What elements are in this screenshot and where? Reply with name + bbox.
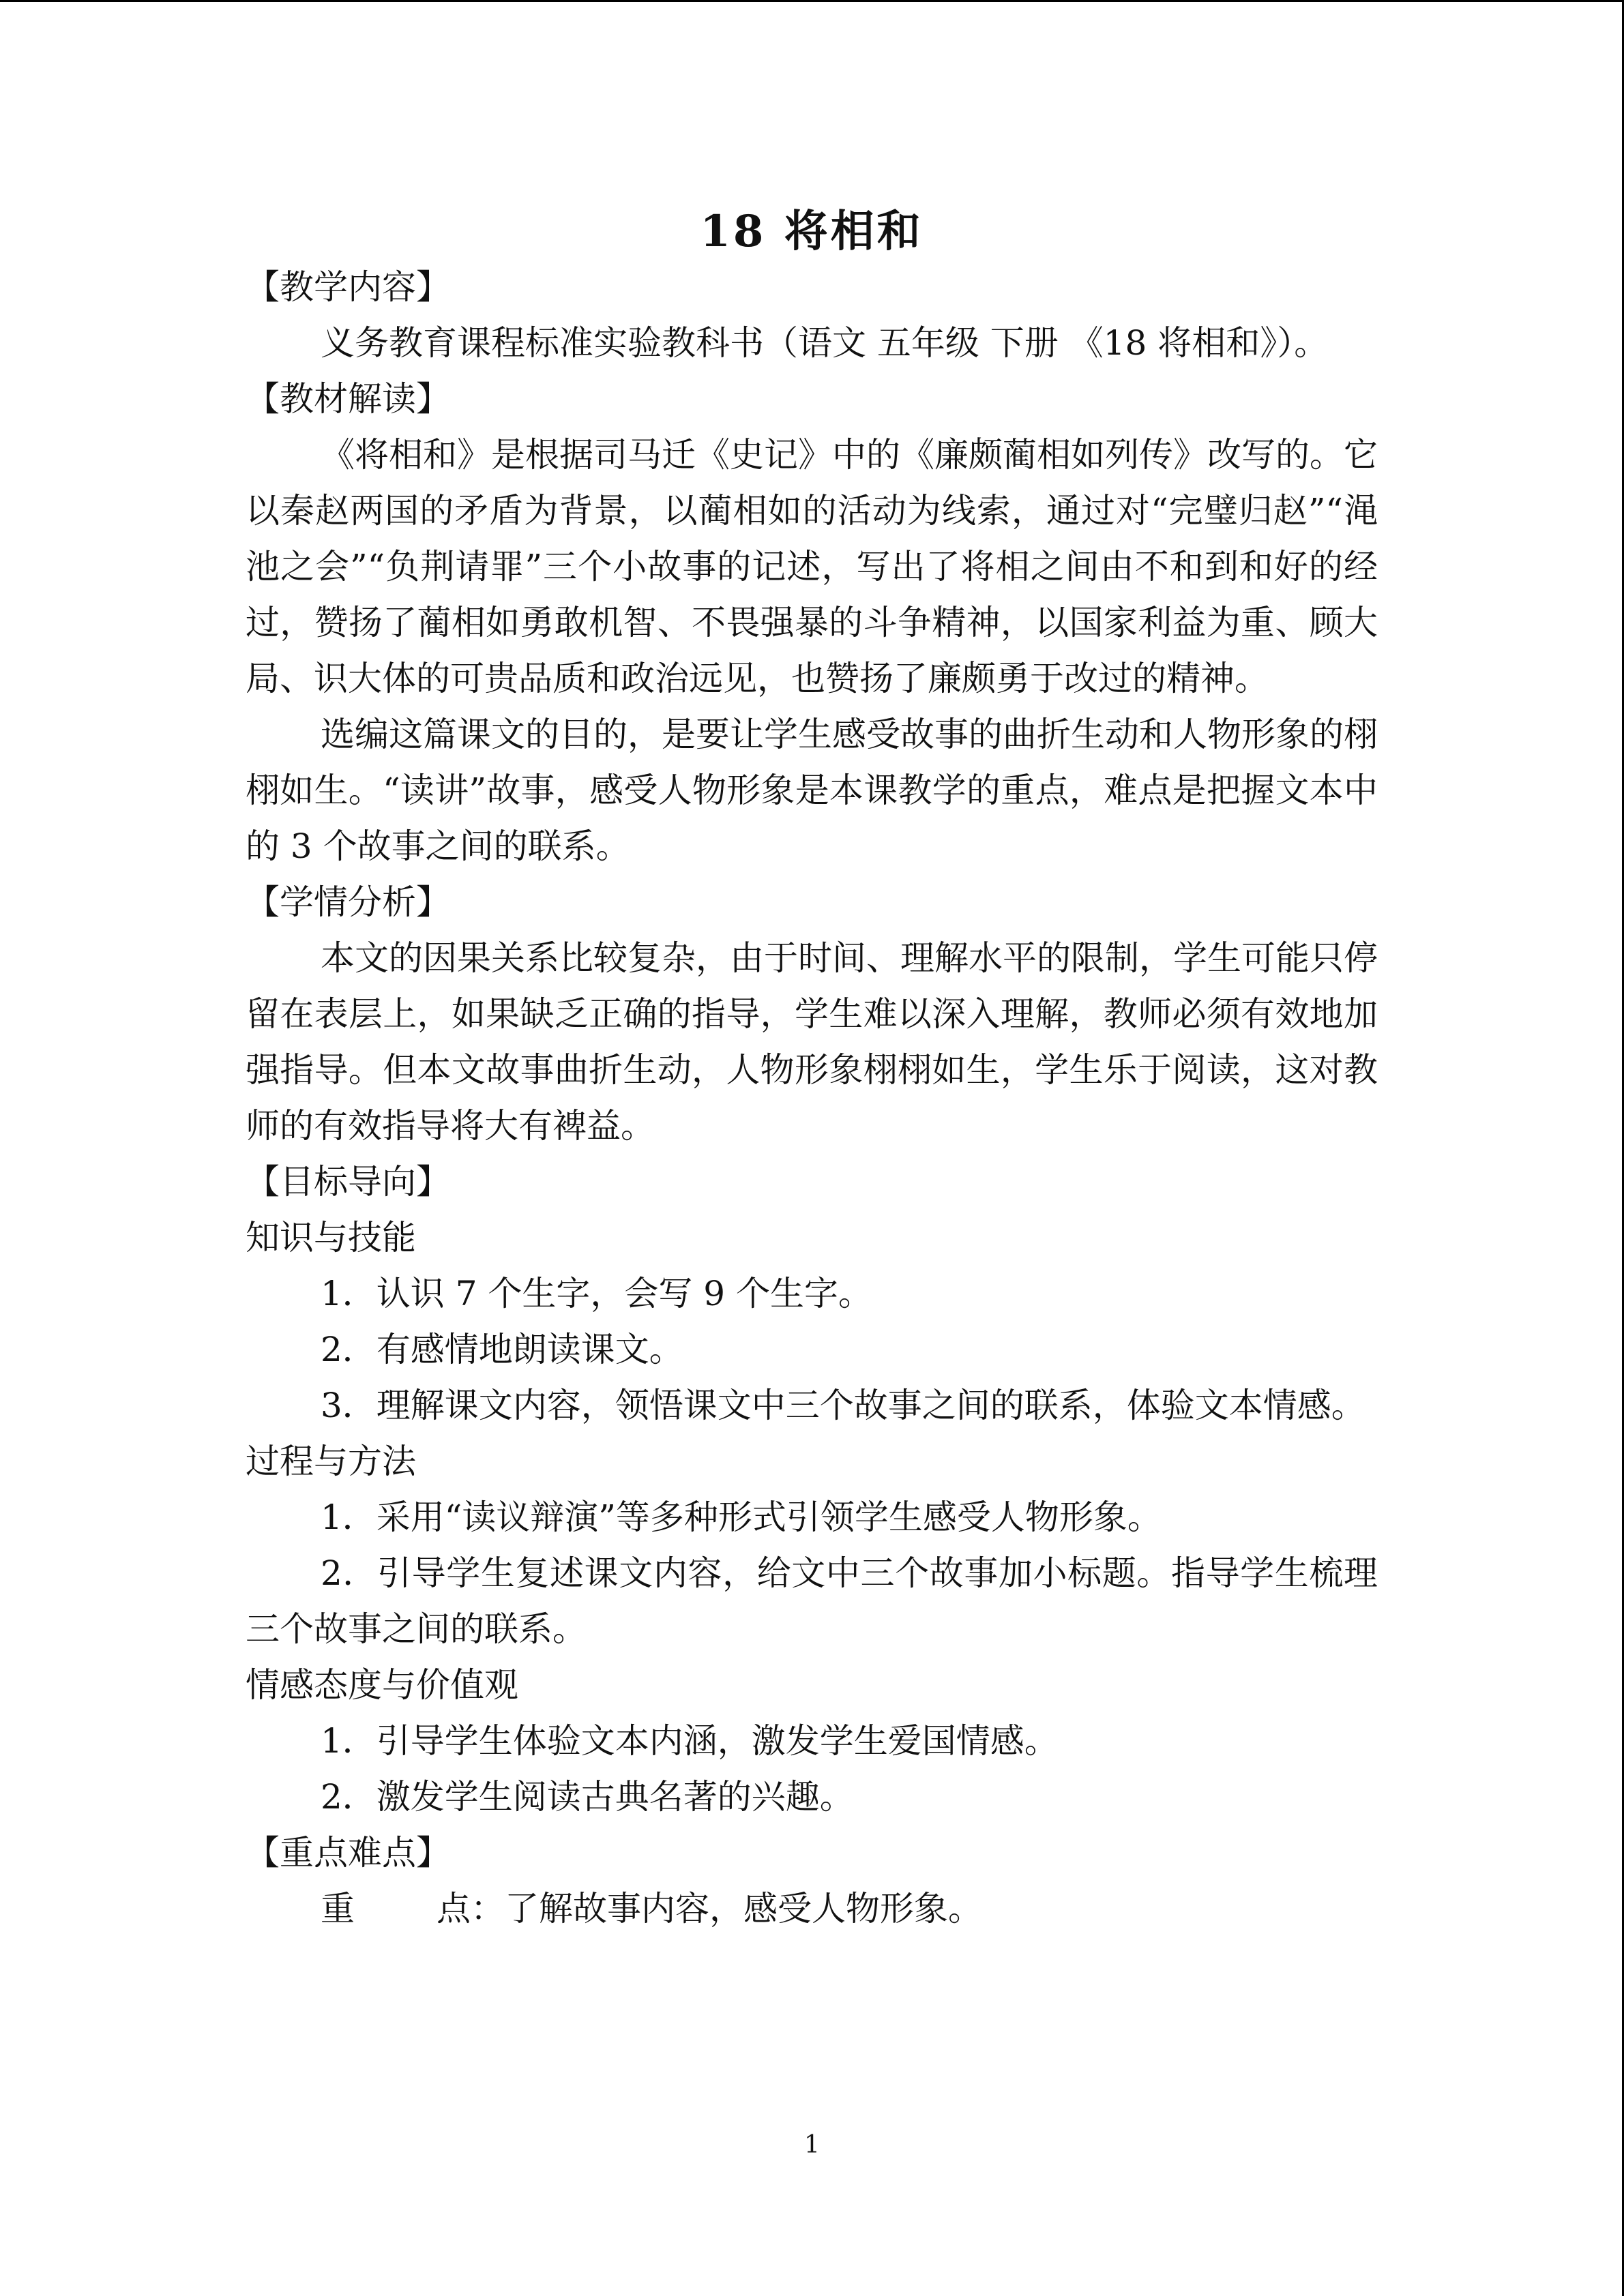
page-number: 1 [804,2131,820,2159]
keypoint-label-b: 点： [437,1889,505,1928]
goals-process-label: 过程与方法 [246,1442,416,1481]
goals-emotion-label: 情感态度与价值观 [246,1665,518,1705]
goal-item: 1．引导学生体验文本内涵，激发学生爱国情感。 [321,1721,1059,1761]
keypoint-line [246,1881,1378,1937]
keypoint-text: 了解故事内容，感受人物形象。 [505,1889,982,1928]
goal-item: 2．有感情地朗读课文。 [321,1330,683,1369]
goal-item: 2．激发学生阅读古典名著的兴趣。 [321,1777,854,1817]
goal-item: 1．采用“读议辩演”等多种形式引领学生感受人物形象。 [321,1497,1162,1537]
content-paragraph: 义务教育课程标准实验教科书（语文 五年级 下册 《18 将相和》）。 [321,323,1329,363]
page-border-top [0,0,1624,2]
goal-item: 2．引导学生复述课文内容，给文中三个故事加小标题。指导学生梳理三个故事之间的联系。 [246,1553,1378,1649]
section-heading-material: 【教材解读】 [246,379,450,419]
section-heading-analysis: 【学情分析】 [246,882,450,922]
analysis-paragraph: 本文的因果关系比较复杂，由于时间、理解水平的限制，学生可能只停留在表层上，如果缺乏正确的指导，学生难以深入理解，教师必须有效地加强指导。但本文故事曲折生动，人物形象栩栩如生，学生乐于阅读，这对教师的有效指导将大有裨益。 [246,938,1378,1146]
material-paragraph-2: 选编这篇课文的目的，是要让学生感受故事的曲折生动和人物形象的栩栩如生。“读讲”故事，感受人物形象是本课教学的重点，难点是把握文本中的 3 个故事之间的联系。 [246,715,1378,866]
section-heading-keypoints: 【重点难点】 [246,1833,450,1873]
document-title: 18 将相和 [700,206,924,257]
goal-item: 3．理解课文内容，领悟课文中三个故事之间的联系，体验文本情感。 [321,1386,1365,1425]
goal-item: 1．认识 7 个生字，会写 9 个生字。 [321,1274,873,1313]
document-body [246,198,1378,1937]
keypoint-label-a: 重 [321,1889,355,1928]
material-paragraph-1: 《将相和》是根据司马迁《史记》中的《廉颇蔺相如列传》改写的。它以秦赵两国的矛盾为背景，以蔺相如的活动为线索，通过对“完璧归赵”“渑池之会”“负荆请罪”三个小故事的记述，写出了将相之间由不和到和好的经过，赞扬了蔺相如勇敢机智、不畏强暴的斗争精神，以国家利益为重、顾大局、识大体的可贵品质和政治远见，也赞扬了廉颇勇于改过的精神。 [246,435,1378,698]
section-heading-content: 【教学内容】 [246,267,450,307]
goals-knowledge-label: 知识与技能 [246,1218,416,1257]
section-heading-goals: 【目标导向】 [246,1162,450,1202]
